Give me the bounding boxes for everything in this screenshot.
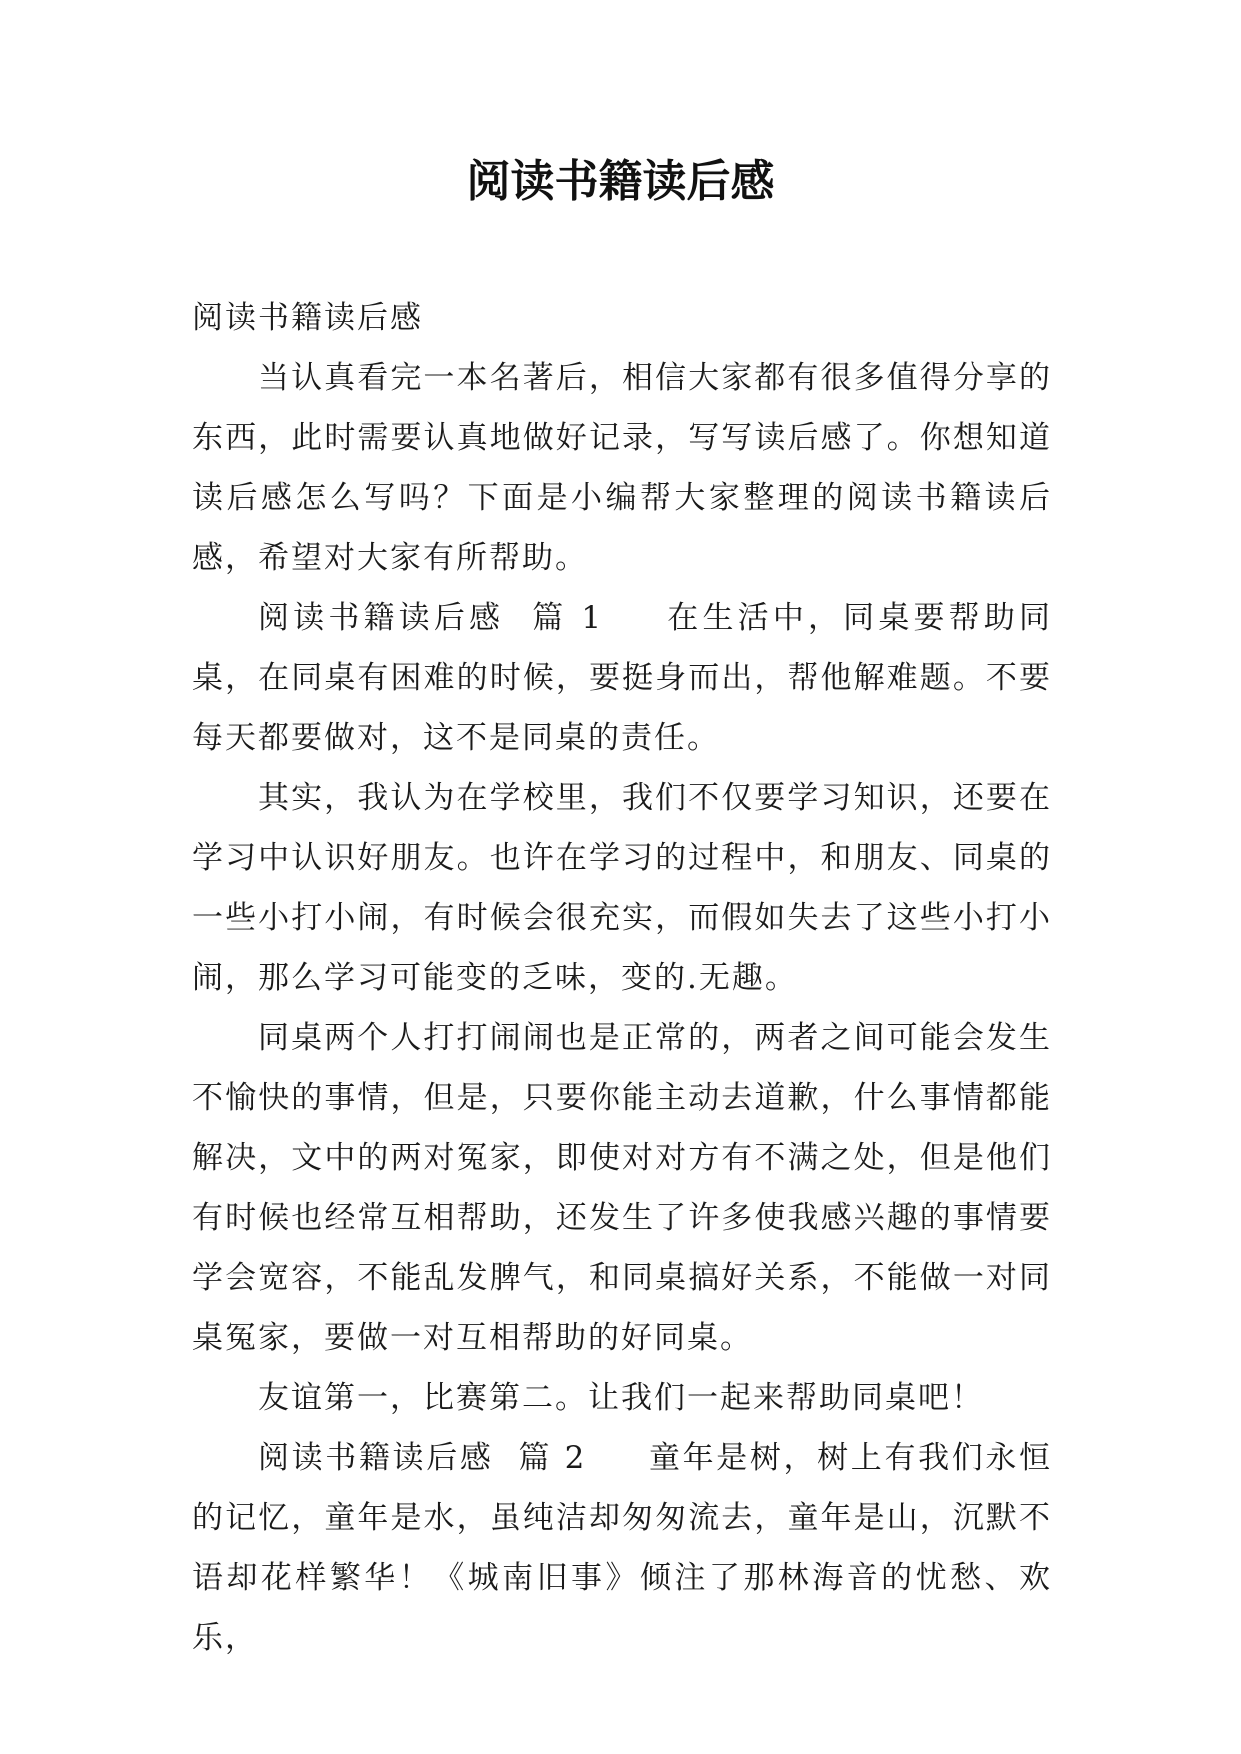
document-title: 阅读书籍读后感 bbox=[466, 156, 775, 207]
section-1-body-paragraph: 友谊第一，比赛第二。让我们一起来帮助同桌吧！ bbox=[258, 1380, 984, 1416]
section-2-paragraph bbox=[192, 1428, 1052, 1668]
intro-paragraph: 当认真看完一本名著后，相信大家都有很多值得分享的东西，此时需要认真地做好记录，写写读后感了。你想知道读后感怎么写吗？下面是小编帮大家整理的阅读书籍读后感，希望对大家有所帮助。 bbox=[192, 360, 1052, 576]
document-body bbox=[192, 288, 1052, 1668]
section-1-lead: 在生活中，同桌要帮助同桌，在同桌有困难的时候，要挺身而出，帮他解难题。不要每天都要做对，这不是同桌的责任。 bbox=[192, 600, 1052, 756]
section-1-body-paragraph: 同桌两个人打打闹闹也是正常的，两者之间可能会发生不愉快的事情，但是，只要你能主动去道歉，什么事情都能解决，文中的两对冤家，即使对对方有不满之处，但是他们有时候也经常互相帮助，还发生了许多使我感兴趣的事情要学会宽容，不能乱发脾气，和同桌搞好关系，不能做一对同桌冤家，要做一对互相帮助的好同桌。 bbox=[192, 1020, 1052, 1356]
section-1-heading: 阅读书籍读后感 篇 1 bbox=[258, 600, 604, 636]
document-subtitle: 阅读书籍读后感 bbox=[192, 300, 423, 336]
section-2-heading: 阅读书籍读后感 篇 2 bbox=[258, 1440, 587, 1476]
section-1-paragraph bbox=[192, 588, 1052, 768]
section-2-lead: 童年是树，树上有我们永恒的记忆，童年是水，虽纯洁却匆匆流去，童年是山，沉默不语却花样繁华！《城南旧事》倾注了那林海音的忧愁、欢乐， bbox=[192, 1440, 1052, 1656]
section-1-body-paragraph: 其实，我认为在学校里，我们不仅要学习知识，还要在学习中认识好朋友。也许在学习的过程中，和朋友、同桌的一些小打小闹，有时候会很充实，而假如失去了这些小打小闹，那么学习可能变的乏味，变的.无趣。 bbox=[192, 780, 1052, 996]
